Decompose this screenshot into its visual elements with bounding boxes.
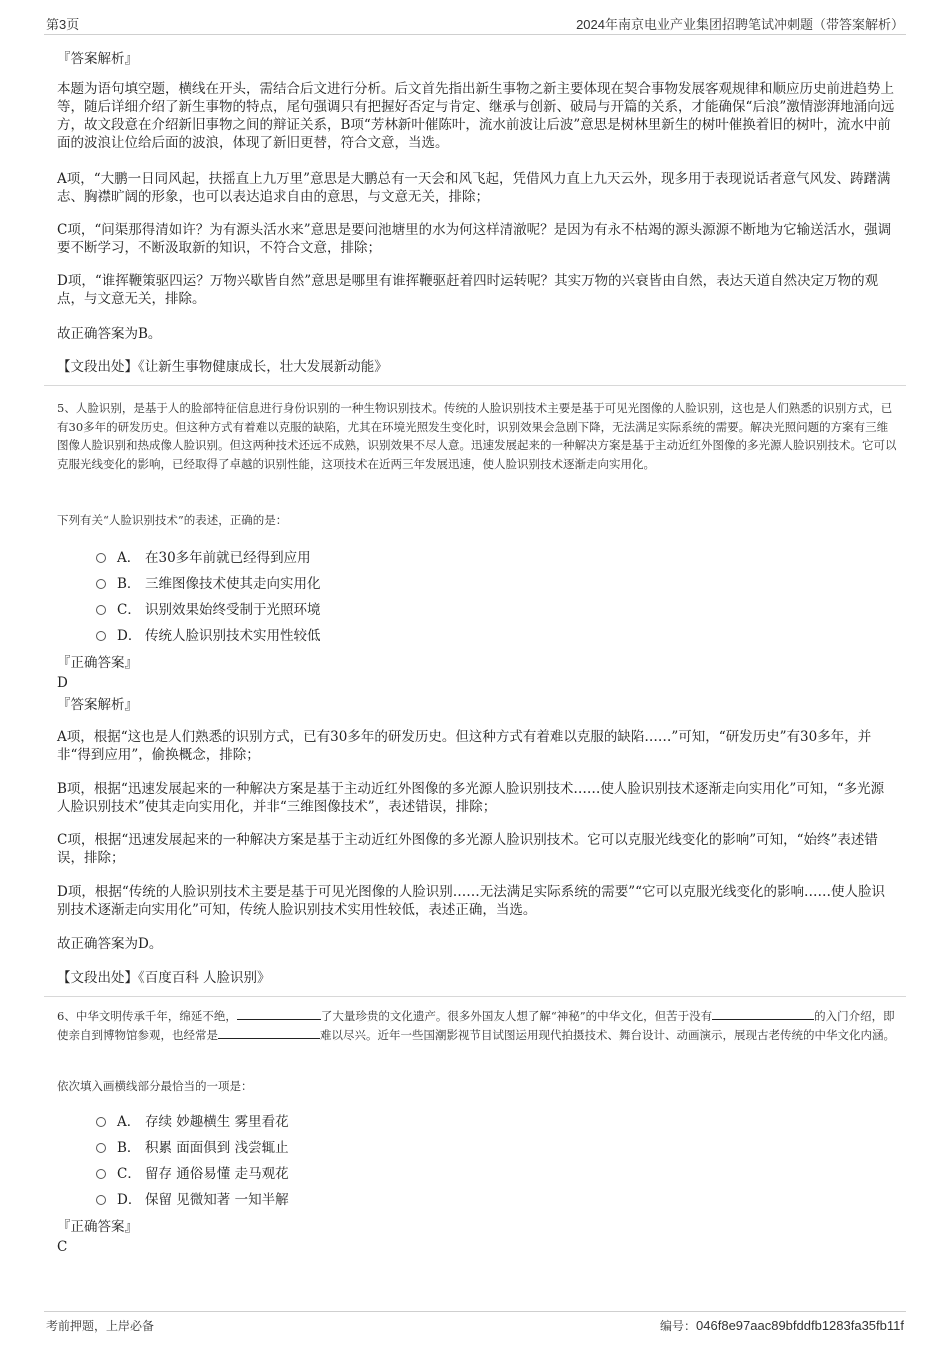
q6-option-c[interactable]: C． 留存 通俗易懂 走马观花 (96, 1165, 289, 1183)
q5-analysis-d: D项，根据“传统的人脸识别技术主要是基于可见光图像的人脸识别……无法满足实际系统的需要”“它可以克服光线变化的影响……使人脸识别技术逐渐走向实用化”可知，传统人脸识别技术实用性较低，表述正确，当选。 (57, 884, 886, 918)
q6-option-d[interactable]: D． 保留 见微知著 一知半解 (96, 1191, 289, 1209)
blank-1 (237, 1007, 321, 1020)
q6-passage: 6、中华文明传承千年，绵延不绝， 了大量珍贵的文化遗产。很多外国友人想了解“神秘”的中华文化，但苦于没有 的入门介绍，即使亲自到博物馆参观，也经常是 难以尽兴。近年一些国潮影视节目试图运用现代拍摄技术、舞台设计、动画演示，展现古老传统的中华文化内涵。 (57, 1009, 895, 1042)
q4-analysis-intro: 本题为语句填空题，横线在开头，需结合后文进行分析。后文首先指出新生事物之新主要体现在契合事物发展客观规律和顺应历史前进趋势上等，随后详细介绍了新生事物的特点，尾句强调只有把握好否定与肯定、继承与创新、破局与开篇的关系，才能确保“后浪”激情澎湃地涌向远方，故文段意在介绍新旧事物之间的辩证关系，B项“芳林新叶催陈叶，流水前波让后波”意思是树林里新生的树叶催换着旧的树叶，流水中前面的波浪让位给后面的波浪，体现了新旧更替，符合文意，当选。 (57, 81, 895, 151)
q5-answer-label: 『正确答案』 (57, 655, 138, 671)
document-code: 编号：046f8e97aac89bfddfb1283fa35fb11f (660, 1318, 904, 1333)
q4-source: 【文段出处】《让新生事物健康成长，壮大发展新动能》 (57, 359, 388, 375)
q4-analysis-a: A项，“大鹏一日同风起，扶摇直上九万里”意思是大鹏总有一天会和风飞起，凭借风力直上九天云外，现多用于表现说话者意气风发、踌躇满志、胸襟旷阔的形象，也可以表达追求自由的意思，与文意无关，排除； (57, 171, 891, 205)
radio-icon[interactable] (96, 631, 106, 641)
page-header (44, 12, 906, 35)
radio-icon[interactable] (96, 1143, 106, 1153)
q5-option-c[interactable]: C． 识别效果始终受制于光照环境 (96, 601, 321, 619)
radio-icon[interactable] (96, 1117, 106, 1127)
radio-icon[interactable] (96, 1195, 106, 1205)
blank-3 (218, 1026, 320, 1039)
q6-question: 依次填入画横线部分最恰当的一项是： (57, 1079, 253, 1093)
radio-icon[interactable] (96, 553, 106, 563)
q5-conclusion: 故正确答案为D。 (57, 936, 163, 952)
document-title: 2024年南京电业产业集团招聘笔试冲刺题（带答案解析） (576, 17, 904, 32)
q4-analysis-label: 『答案解析』 (57, 51, 138, 67)
q6-option-a[interactable]: A． 存续 妙趣横生 雾里看花 (96, 1113, 289, 1131)
q5-source: 【文段出处】《百度百科 人脸识别》 (57, 970, 271, 986)
q5-analysis-b: B项，根据“迅速发展起来的一种解决方案是基于主动近红外图像的多光源人脸识别技术……使人脸识别技术逐渐走向实用化”可知，“多光源人脸识别技术”使其走向实用化，并非“三维图像技术”，表述错误，排除； (57, 781, 885, 815)
divider (44, 385, 906, 386)
q5-question: 下列有关“人脸识别技术”的表述，正确的是： (57, 513, 288, 527)
q5-option-a[interactable]: A． 在30多年前就已经得到应用 (96, 549, 311, 567)
q5-option-b[interactable]: B． 三维图像技术使其走向实用化 (96, 575, 321, 593)
q6-answer: C (57, 1239, 68, 1255)
q5-passage: 5、人脸识别，是基于人的脸部特征信息进行身份识别的一种生物识别技术。传统的人脸识别技术主要是基于可见光图像的人脸识别，这也是人们熟悉的识别方式，已有30多年的研发历史。但这种方式有着难以克服的缺陷，尤其在环境光照发生变化时，识别效果会急剧下降，无法满足实际系统的需要。解决光照问题的方案有三维图像人脸识别和热成像人脸识别。但这两种技术还远不成熟，识别效果不尽人意。迅速发展起来的一种解决方案是基于主动近红外图像的多光源人脸识别技术。它可以克服光线变化的影响，已经取得了卓越的识别性能，这项技术在近两三年发展迅速，使人脸识别技术逐渐走向实用化。 (57, 401, 897, 471)
divider (44, 996, 906, 997)
q5-analysis-a: A项，根据“这也是人们熟悉的识别方式，已有30多年的研发历史。但这种方式有着难以克服的缺陷……”可知，“研发历史”有30多年，并非“得到应用”，偷换概念，排除； (57, 729, 872, 763)
radio-icon[interactable] (96, 605, 106, 615)
blank-2 (712, 1007, 814, 1020)
page-number: 第3页 (46, 17, 80, 32)
footer-slogan: 考前押题，上岸必备 (46, 1319, 155, 1333)
q4-conclusion: 故正确答案为B。 (57, 326, 162, 342)
q5-analysis-c: C项，根据“迅速发展起来的一种解决方案是基于主动近红外图像的多光源人脸识别技术。它可以克服光线变化的影响”可知，“始终”表述错误，排除； (57, 832, 878, 866)
q5-analysis-label: 『答案解析』 (57, 697, 138, 713)
q4-analysis-c: C项，“问渠那得清如许？为有源头活水来”意思是要问池塘里的水为何这样清澈呢？是因为有永不枯竭的源头源源不断地为它输送活水，强调要不断学习，不断汲取新的知识，不符合文意，排除； (57, 222, 892, 256)
radio-icon[interactable] (96, 1169, 106, 1179)
q4-analysis-d: D项，“谁挥鞭策驱四运？万物兴歇皆自然”意思是哪里有谁挥鞭驱赶着四时运转呢？其实万物的兴衰皆由自然，表达天道自然决定万物的观点，与文意无关，排除。 (57, 273, 879, 307)
q5-option-d[interactable]: D． 传统人脸识别技术实用性较低 (96, 627, 321, 645)
q5-answer: D (57, 675, 68, 691)
q6-answer-label: 『正确答案』 (57, 1219, 138, 1235)
q6-option-b[interactable]: B． 积累 面面俱到 浅尝辄止 (96, 1139, 289, 1157)
page-footer (44, 1311, 906, 1336)
radio-icon[interactable] (96, 579, 106, 589)
